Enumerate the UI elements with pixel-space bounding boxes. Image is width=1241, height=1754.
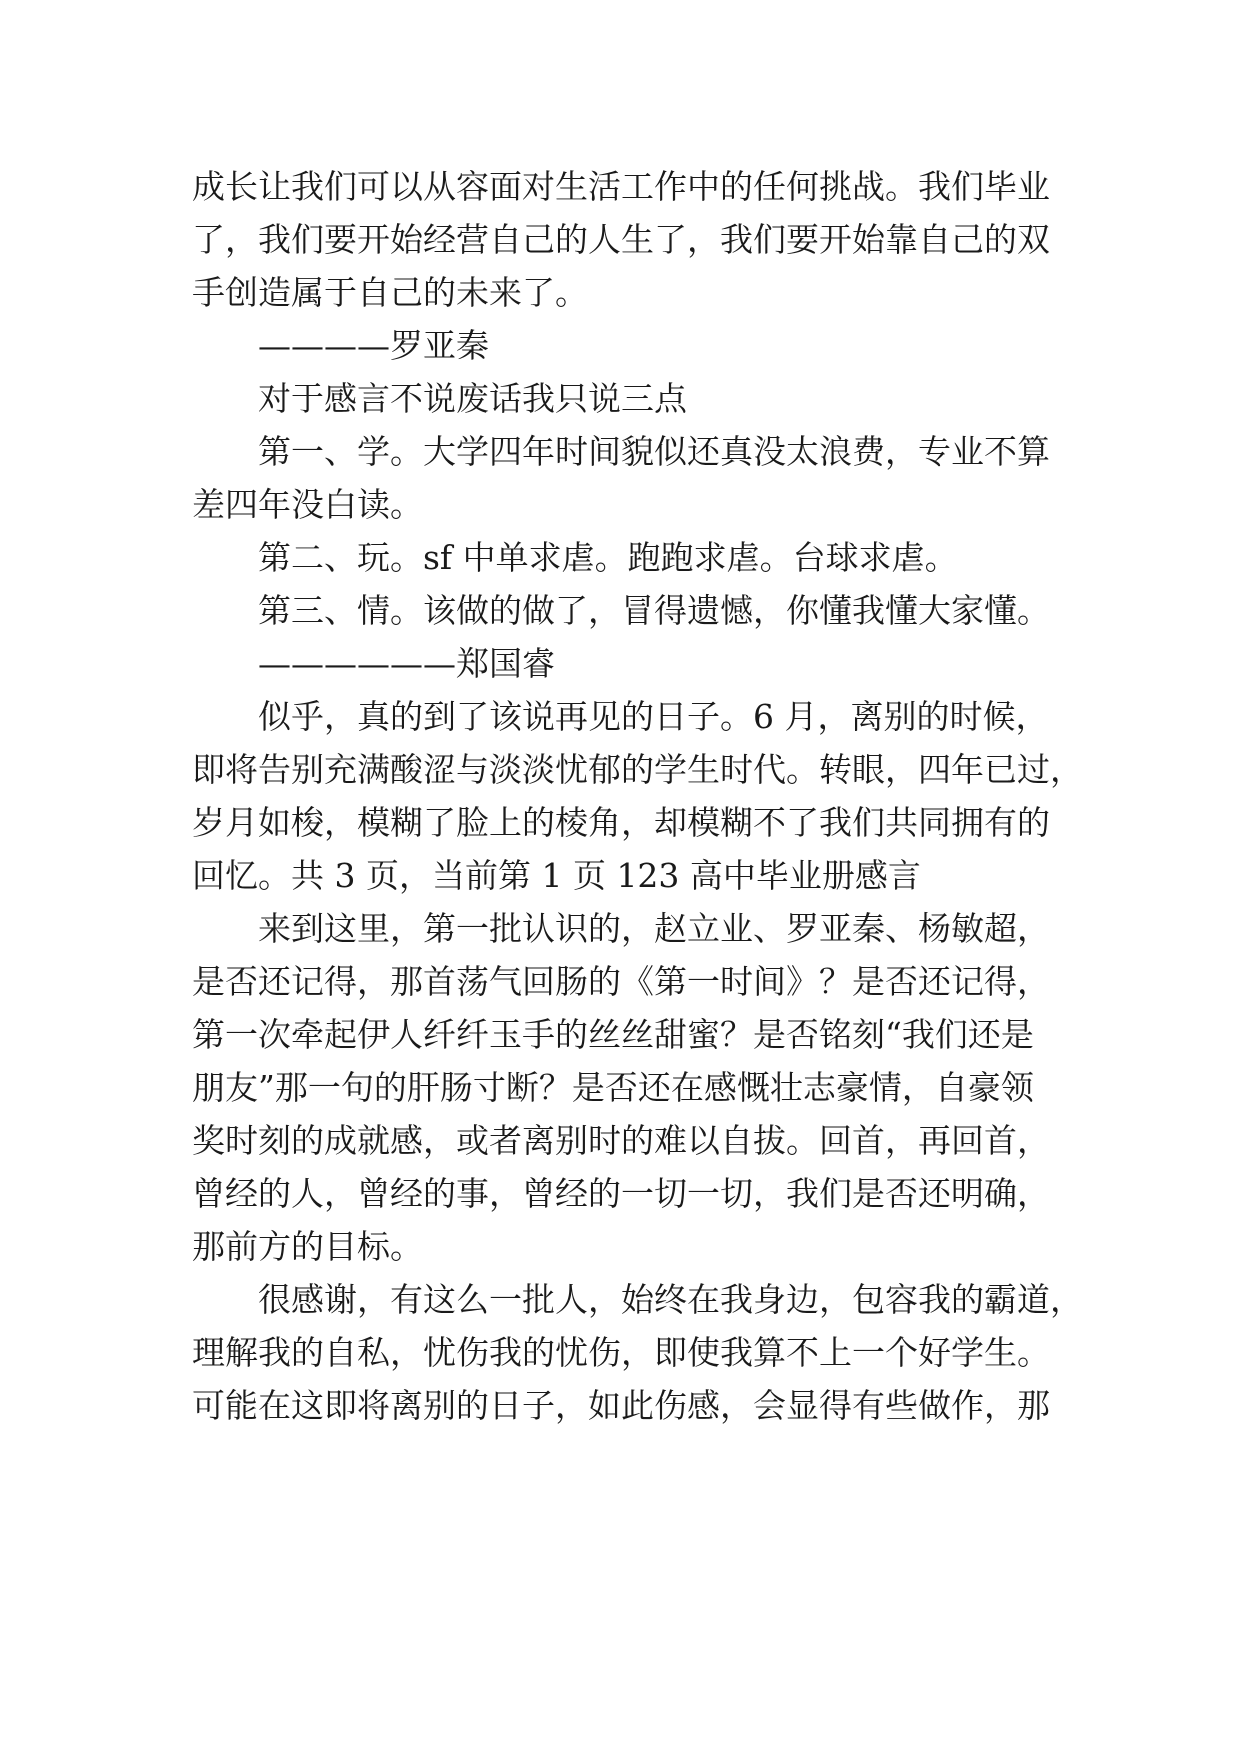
text-line: 朋友”那一句的肝肠寸断？是否还在感慨壮志豪情，自豪领: [192, 1068, 1034, 1107]
text-line: 第二、玩。sf 中单求虐。跑跑求虐。台球求虐。: [258, 538, 958, 577]
text-line: 了，我们要开始经营自己的人生了，我们要开始靠自己的双: [192, 220, 1050, 259]
text-line: 似乎，真的到了该说再见的日子。6 月，离别的时候，: [258, 697, 1049, 736]
text-line: 第一次牵起伊人纤纤玉手的丝丝甜蜜？是否铭刻“我们还是: [192, 1015, 1034, 1054]
text-line: 理解我的自私，忧伤我的忧伤，即使我算不上一个好学生。: [192, 1333, 1050, 1372]
text-line: 成长让我们可以从容面对生活工作中的任何挑战。我们毕业: [192, 167, 1050, 206]
text-line: 即将告别充满酸涩与淡淡忧郁的学生时代。转眼，四年已过，: [192, 750, 1083, 789]
text-line: 差四年没白读。: [192, 485, 423, 524]
text-line: 岁月如梭，模糊了脸上的棱角，却模糊不了我们共同拥有的: [192, 803, 1050, 842]
text-line: 手创造属于自己的未来了。: [192, 273, 588, 312]
text-line: 对于感言不说废话我只说三点: [258, 379, 687, 418]
text-line: 来到这里，第一批认识的，赵立业、罗亚秦、杨敏超，: [258, 909, 1050, 948]
text-line: 很感谢，有这么一批人，始终在我身边，包容我的霸道，: [258, 1280, 1083, 1319]
text-line: 那前方的目标。: [192, 1227, 423, 1266]
text-line: 回忆。共 3 页，当前第 1 页 123 高中毕业册感言: [192, 856, 921, 895]
signature-line: ————罗亚秦: [258, 326, 489, 365]
text-line: 第一、学。大学四年时间貌似还真没太浪费，专业不算: [258, 432, 1050, 471]
text-line: 曾经的人，曾经的事，曾经的一切一切，我们是否还明确，: [192, 1174, 1050, 1213]
text-line: 是否还记得，那首荡气回肠的《第一时间》？是否还记得，: [192, 962, 1050, 1001]
signature-line: ——————郑国睿: [258, 644, 555, 683]
text-line: 可能在这即将离别的日子，如此伤感，会显得有些做作，那: [192, 1386, 1050, 1425]
text-line: 第三、情。该做的做了，冒得遗憾，你懂我懂大家懂。: [258, 591, 1050, 630]
text-line: 奖时刻的成就感，或者离别时的难以自拔。回首，再回首，: [192, 1121, 1050, 1160]
